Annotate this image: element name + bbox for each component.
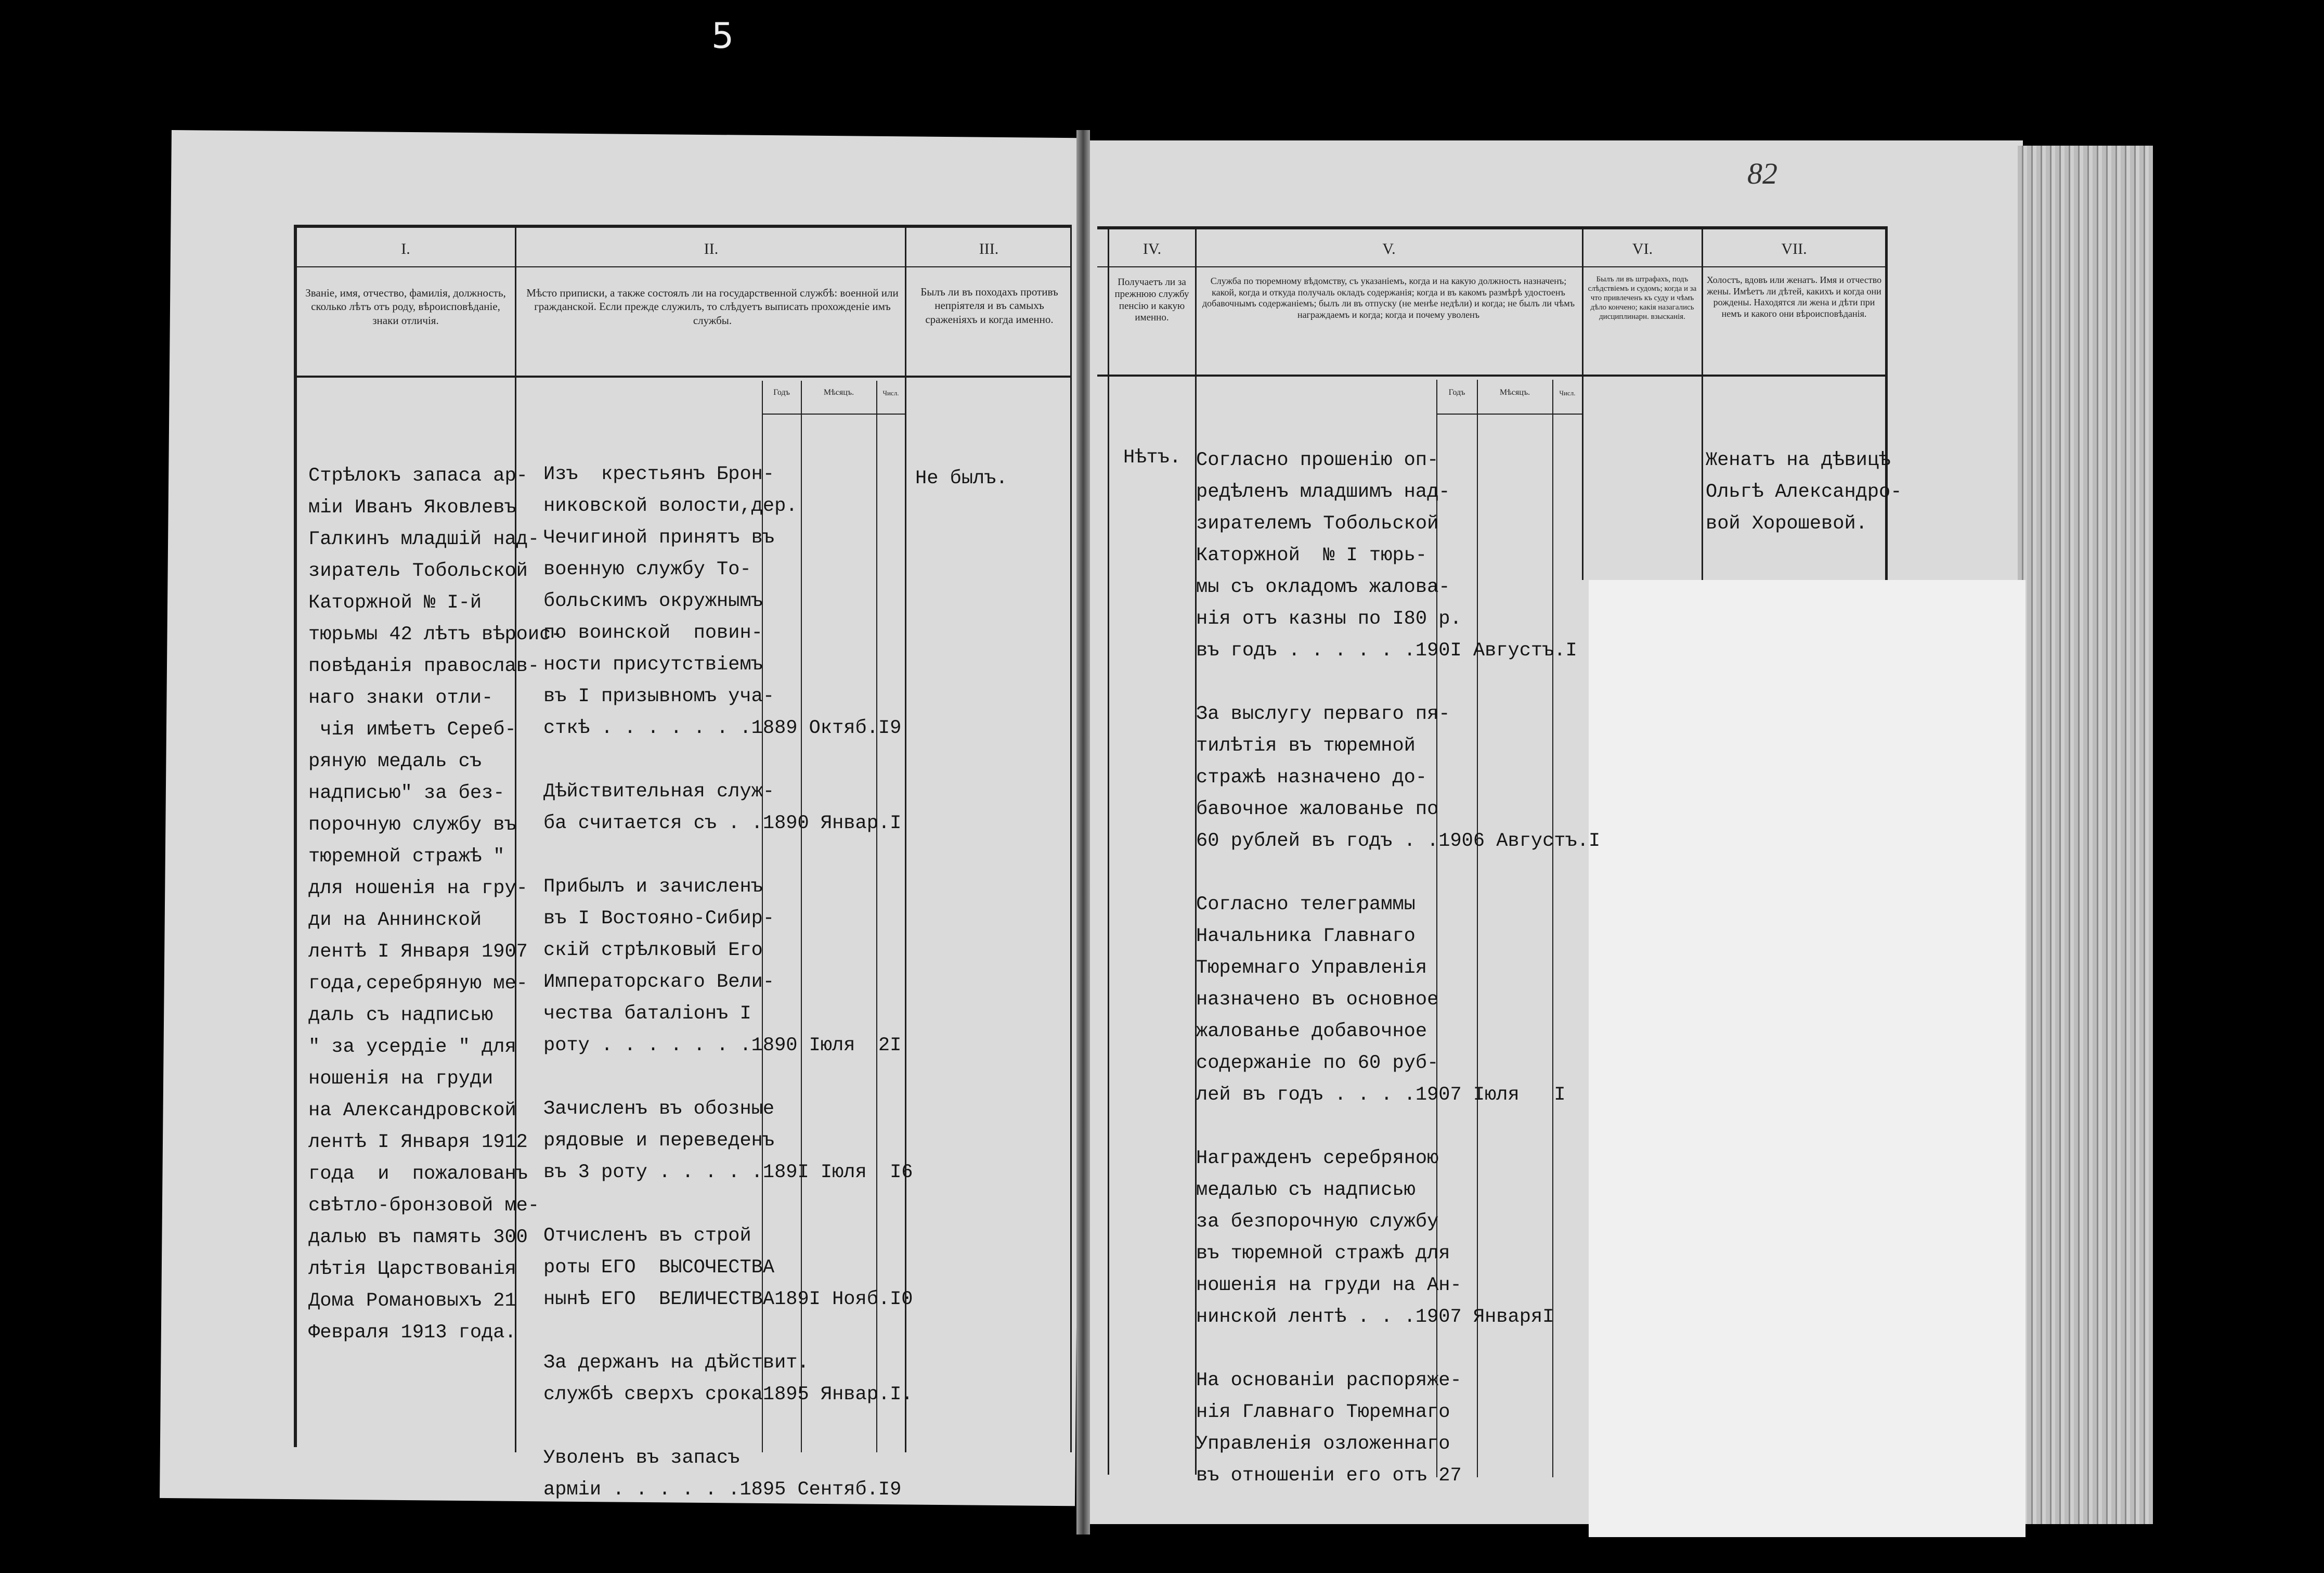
col3-heading: Былъ ли въ походахъ противъ непріятеля и въ самыхъ сраженіяхъ и когда именно. [920,286,1058,326]
table-top-rule-right [1097,226,1887,229]
col1-heading: Званіе, имя, отчество, фамилія, должность, сколько лѣтъ отъ роду, вѣроисповѣданіе, знаки отличія. [305,287,506,327]
col1-text: Стрѣлокъ запаса ар- міи Иванъ Яковлевъ Галкинъ младшій над- зиратель Тобольской Каторжной № I-й тюрьмы 42 лѣтъ вѣроис- повѣданія православ- наго знаки отли- чія имѣетъ Сереб- ряную медаль съ надписью" за без- порочную службу въ тюремной стражѣ " для ношенія на гру- ди на Аннинской лентѣ I Января 1907 года,серебряную ме- даль съ надписью " за усердіе " для ношенія на груди на Александровской лентѣ I Января 1912 года и пожалованъ свѣтло-бронзовой ме- далью въ память 300 лѣтія Царствованія Дома Романовыхъ 21 Февраля 1913 года. [308,465,563,1344]
col6-heading: Былъ ли въ штрафахъ, подъ слѣдствіемъ и судомъ; когда и за что привлеченъ къ суду и чѣмъ дѣло кончено; какія назагались дисциплинарн. взысканія. [1588,275,1697,321]
col6-number: VI. [1632,240,1653,257]
col-rule [1702,226,1703,580]
col5-text: Согласно прошенію оп- редѣленъ младшимъ над- зирателемъ Тобольской Каторжной № I тюрь- мы съ окладомъ жалова- нія отъ казны по I80 р. въ годъ . . . . . .190I Августъ.I За выслугу перваго пя- тилѣтія въ тюремной стражѣ назначено до- бавочное жалованье по 60 рублей въ годъ . .1906 Августъ.I Согласно телеграммы Начальника Главнаго Тюремнаго Управленія назначено въ основное жалованье добавочное содержаніе по 60 руб- лей въ годъ . . . .1907 Іюля I Награжденъ серебряною медалью съ надписью за безпорочную службу въ тюремной стражѣ для ношенія на груди на Ан- нинской лентѣ . . .1907 ЯнваряI На основаніи распоряже- нія Главнаго Тюремнаго Управленія озложеннаго въ отношеніи его отъ 27 [1196,449,1601,1487]
month-subhead: Мѣсяцъ. [823,388,854,397]
sub-head-rule [762,414,905,415]
head-bottom-rule-left [294,376,1071,378]
col4-heading: Получаетъ ли за прежнюю службу пенсію и какую именно. [1114,277,1189,324]
day-subhead: Числ. [1559,389,1576,397]
pasted-paper [1589,580,2026,1537]
col5-heading: Служба по тюремному вѣдомству, съ указаніемъ, когда и на какую должность назначенъ; какой, когда и откуда получаль окладъ содержанія; когда и въ какомъ размѣрѣ удостоенъ добавочнымъ содержаніемъ; былъ ли въ отпуску (не менѣе недѣли) и когда; не былъ ли чѣмъ награждаемъ и когда; когда и почему уволенъ [1202,276,1575,320]
page-edges [2018,146,2153,1524]
corner-number: 5 [711,16,734,57]
num-row-rule-left [294,266,1071,267]
col2-text: Изъ крестьянъ Брон- никовской волости,дер. Чечигиной принятъ въ военную службу То- больскимъ окружнымъ по воинской повин- ности присутствіемъ въ I призывномъ уча- сткѣ . . . . . . .1889 Октяб.I9 Дѣйствительная служ- ба считается съ . .1890 Январ.I Прибылъ и зачисленъ въ I Востояно-Сибир- скій стрѣлковый Его Императорскаго Вели- чества баталіонъ I роту . . . . . . .1890 Іюля 2I Зачисленъ въ обозные рядовые и переведенъ въ 3 роту . . . . .189I Іюля I6 Отчисленъ въ строй роты ЕГО ВЫСОЧЕСТВА нынѣ ЕГО ВЕЛИЧЕСТВА189I Нояб.I0 За держанъ на дѣйствит. службѣ сверхъ срока1895 Январ.I. Уволенъ въ запасъ арміи . . . . . .1895 Сентяб.I9 [543,463,913,1501]
col2-number: II. [704,240,719,257]
head-bottom-rule-right [1097,375,1887,377]
col4-number: IV. [1142,240,1162,257]
table-top-rule-left [294,225,1071,228]
col-rule [1070,225,1072,1452]
left-border [294,225,297,1447]
col7-number: VII. [1781,240,1807,257]
num-row-rule-right [1097,266,1887,267]
sub-head-rule [1436,414,1582,415]
col7-heading: Холостъ, вдовъ или женатъ. Имя и отчество жены. Имѣетъ ли дѣтей, какихъ и когда они рождены. Находятся ли жена и дѣти при немъ и какого они вѣроисповѣданія. [1706,275,1882,319]
col5-number: V. [1382,240,1396,257]
col4-text: Нѣтъ. [1123,447,1182,469]
day-subhead: Числ. [882,389,899,397]
col2-heading: Мѣсто приписки, а также состоялъ ли на государственной службѣ: военной или гражданской. Если прежде служилъ, то слѣдуетъ выписать прохожденіе имъ службы. [526,287,899,327]
col3-text: Не былъ. [915,468,1008,489]
col1-number: I. [401,240,410,257]
col-rule [1108,226,1109,1475]
col3-number: III. [979,240,999,257]
year-subhead: Годъ [773,388,790,397]
month-subhead: Мѣсяцъ. [1499,388,1530,397]
col7-text: Женатъ на дѣвицѣ Ольгѣ Александро- вой Хорошевой. [1706,449,1902,535]
year-subhead: Годъ [1448,388,1465,397]
book-spine [1076,130,1090,1535]
folio-number: 82 [1747,157,1777,190]
